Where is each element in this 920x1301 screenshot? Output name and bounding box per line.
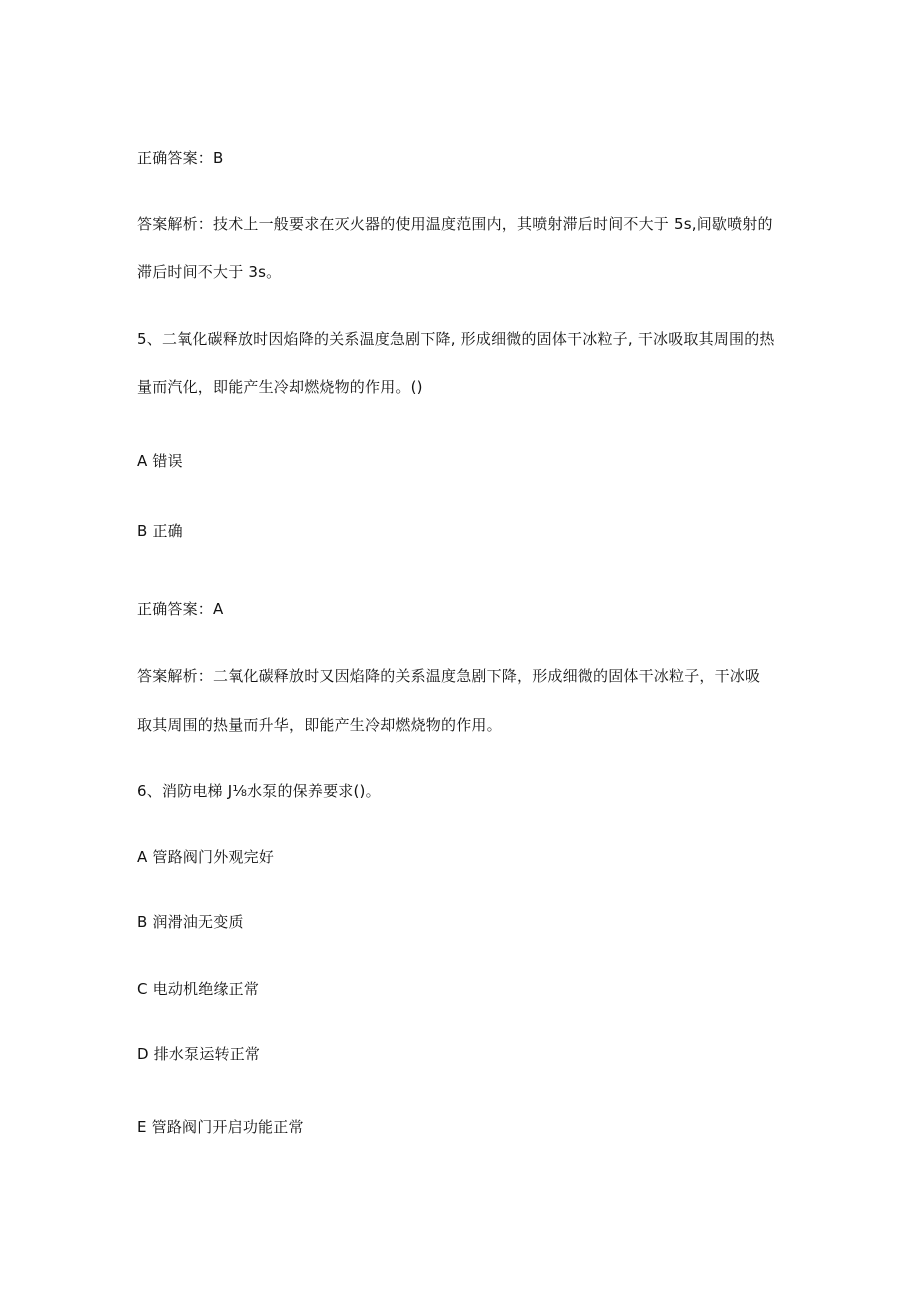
q4-explanation-line2: 滞后时间不大于 3s。 <box>137 263 282 281</box>
q5-question-line2: 量而汽化，即能产生冷却燃烧物的作用。() <box>137 378 423 396</box>
q6-option-b: B 润滑油无变质 <box>137 913 244 931</box>
q5-option-a: A 错误 <box>137 452 183 470</box>
q4-explanation-line1: 答案解析：技术上一般要求在灭火器的使用温度范围内，其喷射滞后时间不大于 5s,间歇喷射的 <box>137 215 773 233</box>
q5-option-b: B 正确 <box>137 522 183 540</box>
q4-correct-answer: 正确答案：B <box>137 149 224 167</box>
q5-correct-answer: 正确答案：A <box>137 600 224 618</box>
q6-option-d: D 排水泵运转正常 <box>137 1045 261 1063</box>
q6-question: 6、消防电梯 J⅛水泵的保养要求()。 <box>137 782 381 800</box>
q6-option-c: C 电动机绝缘正常 <box>137 980 260 998</box>
q6-option-a: A 管路阀门外观完好 <box>137 848 275 866</box>
q5-question-line1: 5、二氧化碳释放时因焰降的关系温度急剧下降, 形成细微的固体干冰粒子, 干冰吸取其周围的热 <box>137 330 775 348</box>
q5-explanation-line1: 答案解析：二氧化碳释放时又因焰降的关系温度急剧下降，形成细微的固体干冰粒子，干冰吸 <box>137 667 761 685</box>
q5-explanation-line2: 取其周围的热量而升华，即能产生冷却燃烧物的作用。 <box>137 716 502 734</box>
q6-option-e: E 管路阀门开启功能正常 <box>137 1118 304 1136</box>
